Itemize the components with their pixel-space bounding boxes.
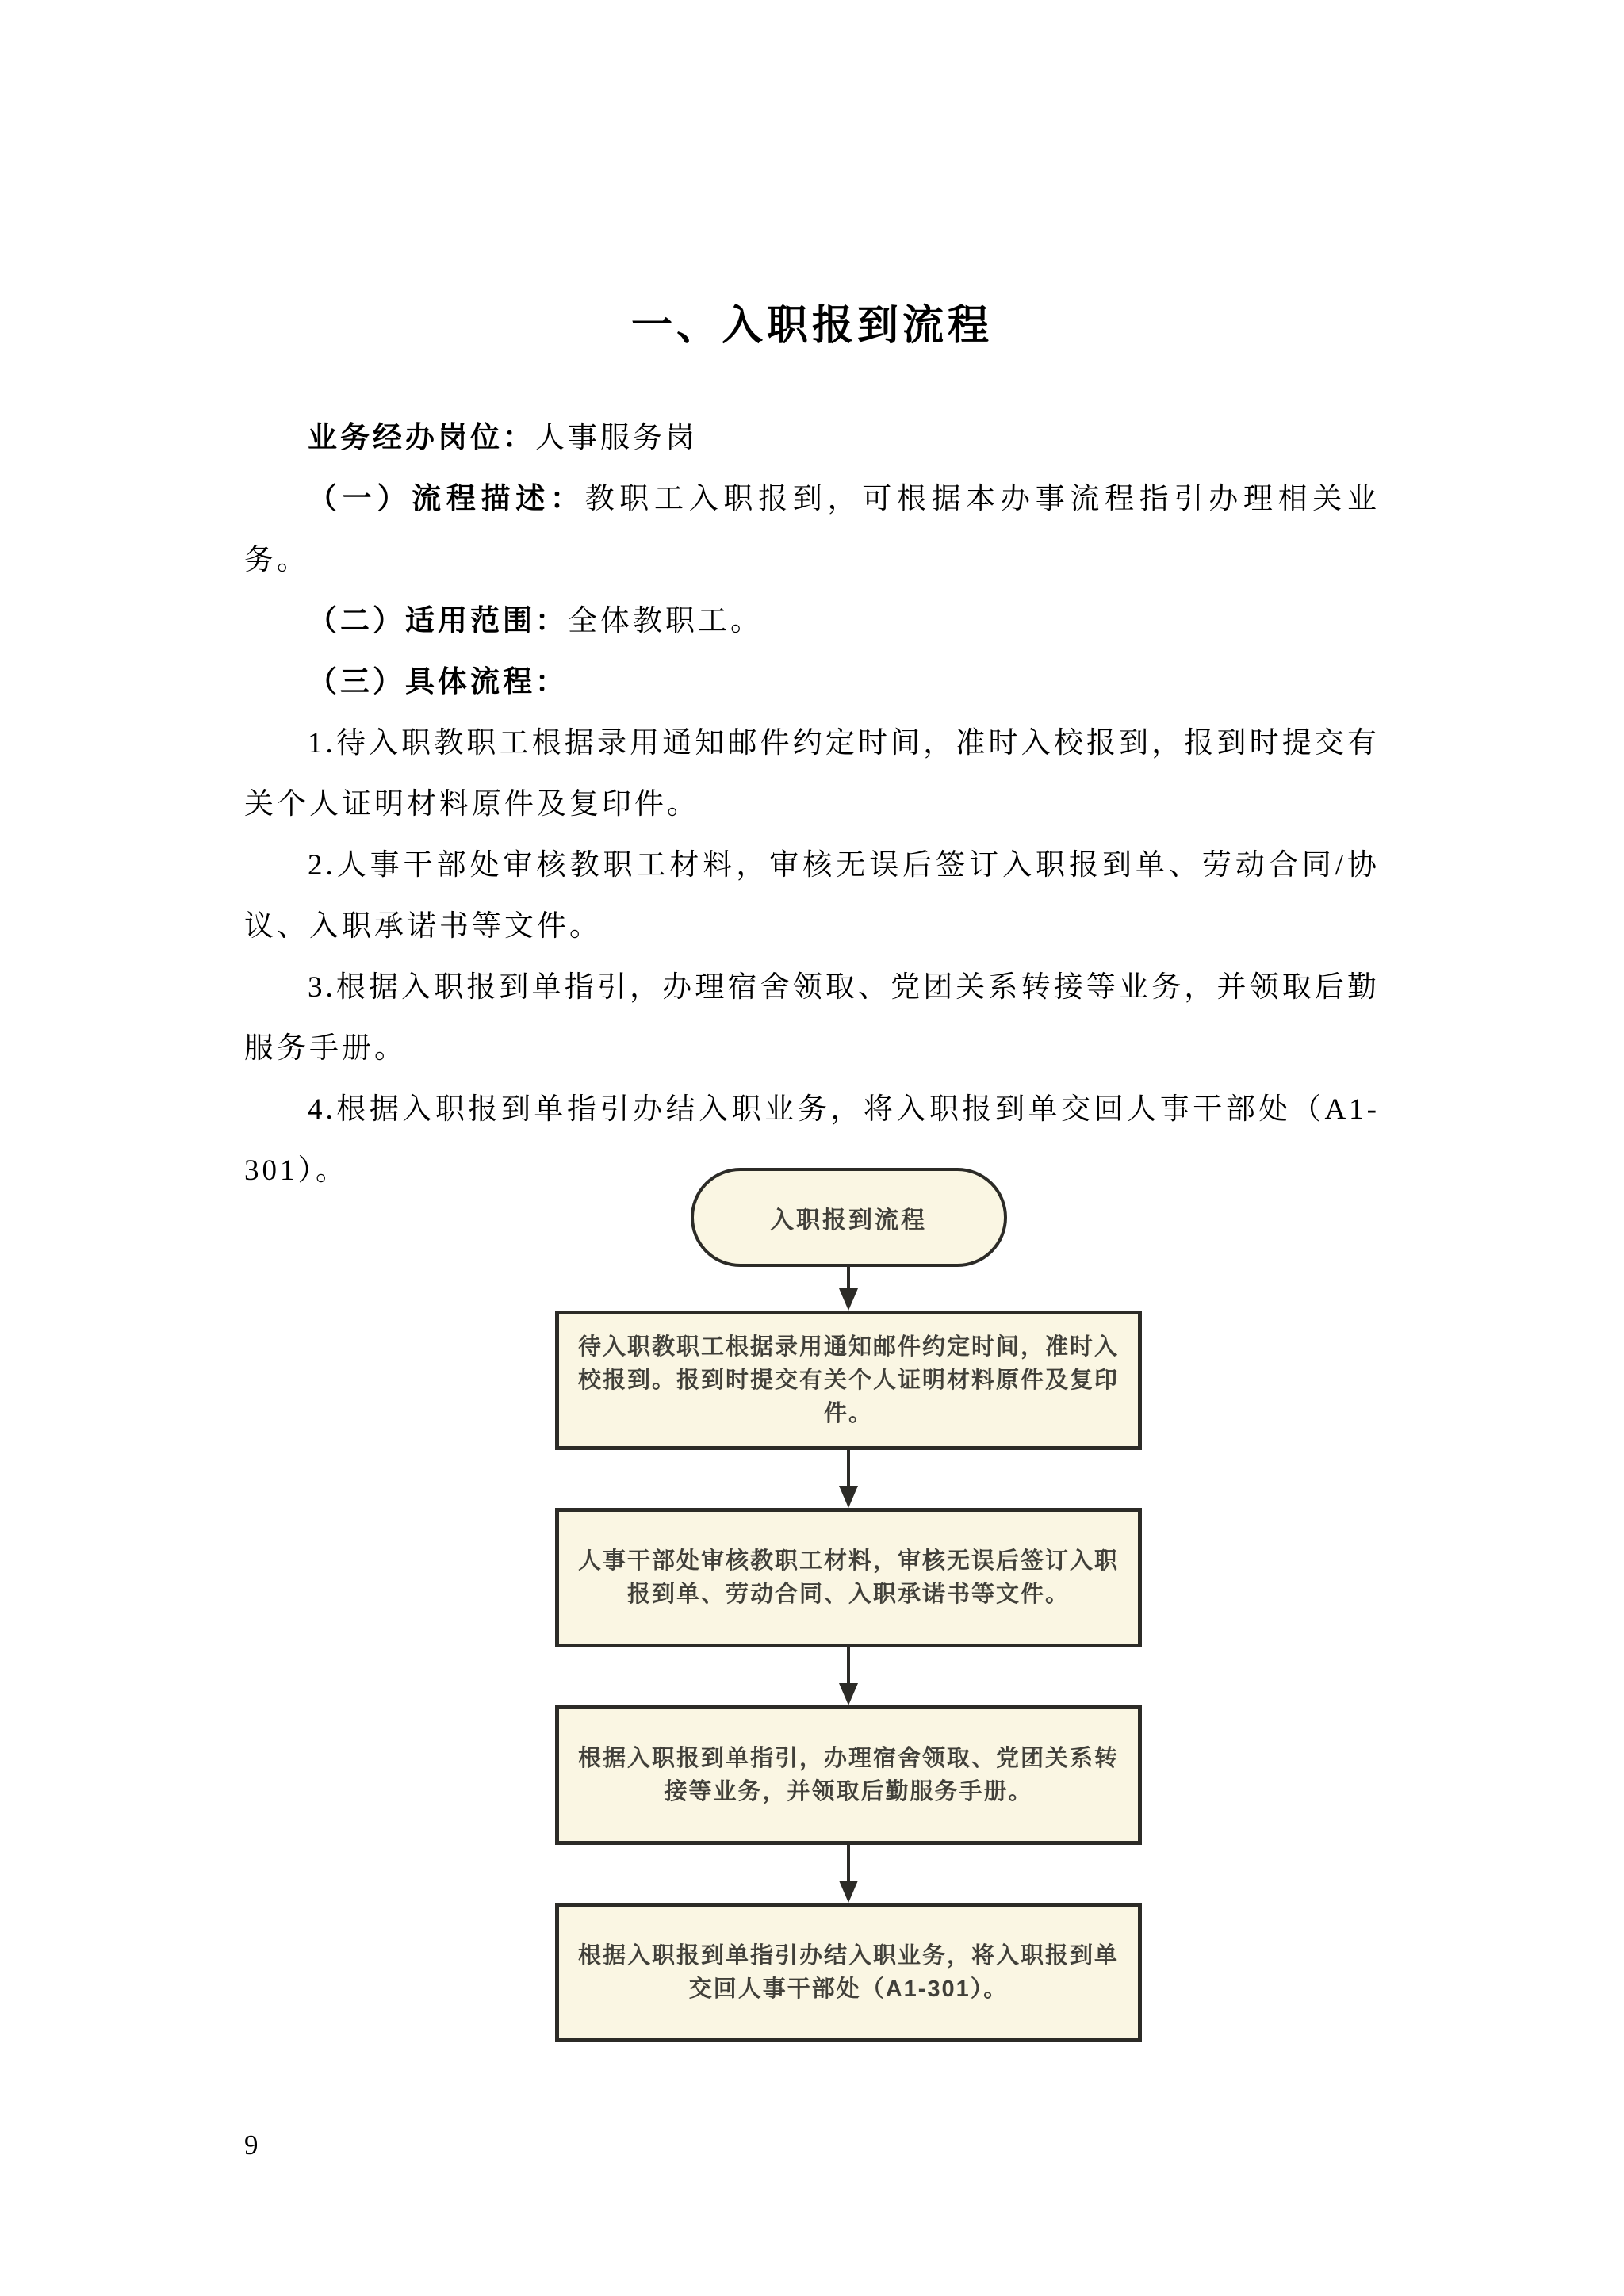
arrow-stem xyxy=(847,1647,850,1683)
section-1-label: （一）流程描述： xyxy=(308,483,585,515)
flow-arrow-down-icon xyxy=(837,1845,860,1903)
position-value: 人事服务岗 xyxy=(535,422,698,454)
flowchart-step-box-3: 根据入职报到单指引，办理宿舍领取、党团关系转接等业务，并领取后勤服务手册。 xyxy=(555,1705,1142,1845)
section-3-label: （三）具体流程： xyxy=(308,666,568,698)
flowchart-step-box-1: 待入职教职工根据录用通知邮件约定时间，准时入校报到。报到时提交有关个人证明材料原件及复印件。 xyxy=(555,1311,1142,1450)
paragraph-position xyxy=(244,408,1380,469)
arrow-head xyxy=(839,1881,858,1903)
paragraph-section-3 xyxy=(244,652,1380,713)
section-1-text: 教职工入职报到，可根据本办事流程指引办理相关业务。 xyxy=(244,483,1381,576)
flowchart-step-box-4: 根据入职报到单指引办结入职业务，将入职报到单交回人事干部处（A1-301）。 xyxy=(555,1903,1142,2042)
paragraph-section-1 xyxy=(244,469,1380,591)
arrow-stem xyxy=(847,1845,850,1881)
section-2-text: 全体教职工。 xyxy=(568,605,763,637)
paragraph-step-3: 3.根据入职报到单指引，办理宿舍领取、党团关系转接等业务，并领取后勤服务手册。 xyxy=(244,971,1380,1065)
body-text xyxy=(244,408,1380,1201)
position-label: 业务经办岗位： xyxy=(308,422,535,454)
page-title: 一、入职报到流程 xyxy=(630,304,993,349)
arrow-head xyxy=(839,1683,858,1705)
paragraph-section-2 xyxy=(244,591,1380,652)
section-2-label: （二）适用范围： xyxy=(308,605,568,637)
flowchart-start-node: 入职报到流程 xyxy=(691,1168,1007,1267)
arrow-stem xyxy=(847,1450,850,1486)
paragraph-step-1: 1.待入职教职工根据录用通知邮件约定时间，准时入校报到，报到时提交有关个人证明材料原件及复印件。 xyxy=(244,727,1380,821)
arrow-head xyxy=(839,1288,858,1311)
flow-arrow-down-icon xyxy=(837,1647,860,1705)
paragraph-step-4: 4.根据入职报到单指引办结入职业务，将入职报到单交回人事干部处（A1-301）。 xyxy=(244,1093,1380,1187)
flowchart xyxy=(555,1168,1142,2042)
arrow-stem xyxy=(847,1267,850,1288)
arrow-head xyxy=(839,1486,858,1508)
flow-arrow-down-icon xyxy=(837,1450,860,1508)
flow-arrow-down-icon xyxy=(837,1267,860,1311)
paragraph-step-2: 2.人事干部处审核教职工材料，审核无误后签订入职报到单、劳动合同/协议、入职承诺书等文件。 xyxy=(244,849,1380,943)
page-number: 9 xyxy=(244,2130,259,2160)
flowchart-step-box-2: 人事干部处审核教职工材料，审核无误后签订入职报到单、劳动合同、入职承诺书等文件。 xyxy=(555,1508,1142,1647)
